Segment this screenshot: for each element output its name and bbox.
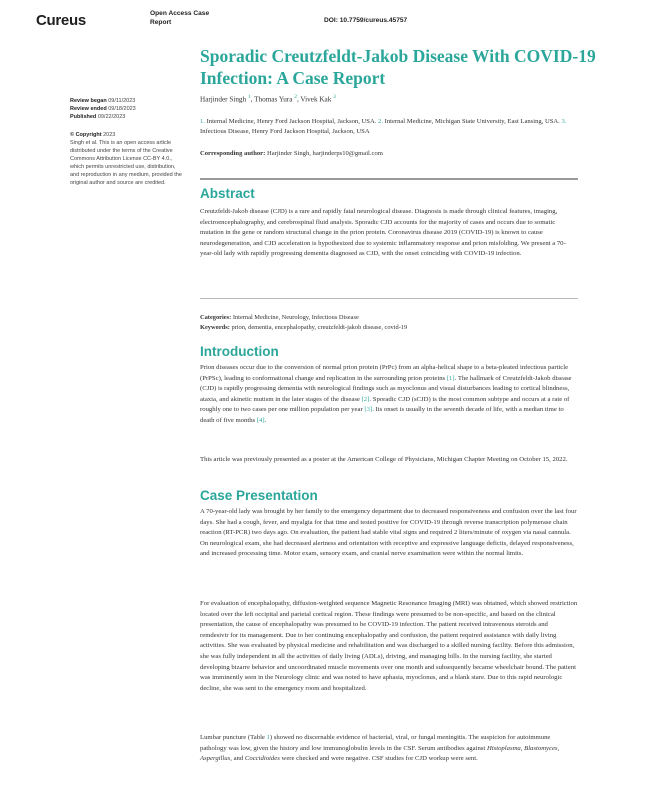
categories-row (200, 313, 578, 323)
citation-link[interactable]: [4] (256, 416, 265, 424)
article-title: Sporadic Creutzfeldt-Jakob Disease With COVID-19 Infection: A Case Report (200, 46, 596, 88)
table-link[interactable]: 1 (266, 734, 270, 741)
journal-logo: Cureus (36, 12, 86, 29)
published-row (70, 113, 186, 121)
keywords-divider (200, 298, 578, 299)
keywords-value: prion, dementia, encephalopathy, creutzfeldt-jakob disease, covid-19 (231, 323, 408, 331)
affiliation-number: 1. (200, 118, 205, 125)
categories-value: Internal Medicine, Neurology, Infectious Disease (232, 314, 359, 321)
case-paragraph: Lumbar puncture (Table 1) showed no discernable evidence of bacterial, viral, or fungal meningitis. The suspicion for autoimmune pathology was low, given the history and low immunoglobulin levels in the CSF. Serum antibodies against Histoplasma, Blastomyces, Aspergillus, and Coccidioides were checked and were negative. CSF studies for CJD workup were sent. (200, 734, 560, 763)
abstract-text: Creutzfeldt-Jakob disease (CJD) is a rare and rapidly fatal neurological disease. Diagnosis is made through clinical features, imaging, electroencephalography, and cerebrospinal fluid analysis. Sporadic CJD accounts for the majority of cases and occurs due to somatic mutation in the gene or random structural change in the prion protein. Coronavirus disease 2019 (COVID-19) is known to cause neurodegeneration, and CJD acceleration is hypothesized due to systemic inflammatory response and prion misfolding. We present a 70-year-old lady with rapidly progressing dementia diagnosed as CJD, with the onset coinciding with COVID-19 infection. (200, 208, 566, 258)
author-name[interactable]: Thomas Yura (254, 95, 293, 104)
corresponding-author (200, 150, 383, 157)
case-presentation-heading: Case Presentation (200, 488, 318, 503)
citation-link[interactable]: [2] (361, 395, 370, 403)
copyright-row (70, 131, 186, 139)
case-paragraph: A 70-year-old lady was brought by her family to the emergency department due to decreased responsiveness and confusion over the last four days. She had a cough, fever, and myalgia for that time and tested positive for COVID-19 through reverse transcription polymerase chain reaction (RT-PCR) two days ago. On evaluation, the patient had stable vital signs and required 2 liters/minute of oxygen via nasal cannula. On neurological exam, she had decreased alertness and orientation with receptive and expressive language deficits, delayed responsiveness, and increased processing time. Motor exam, sensory exam, and cranial nerve examination were within the normal limits. (200, 508, 577, 558)
abstract-heading: Abstract (200, 186, 255, 201)
citation-link[interactable]: [1] (446, 374, 455, 382)
keywords-label: Keywords: (200, 323, 230, 331)
review-ended-label: Review ended (70, 106, 107, 112)
article-type-line1: Open Access Case (150, 10, 210, 17)
author-list: Harjinder Singh $^1$, Thomas Yura $^2$, Vivek Kak $^3$ (200, 94, 336, 104)
keywords-row (200, 323, 578, 333)
author-affiliation-ref: 2 (294, 94, 297, 100)
article-type (150, 9, 270, 27)
article-history-sidebar (70, 97, 186, 187)
article-type-line2: Report (150, 19, 172, 26)
review-began-label: Review began (70, 98, 107, 104)
citation-link[interactable]: [3] (364, 406, 373, 414)
introduction-paragraph: Prion diseases occur due to the conversion of normal prion protein (PrPc) from an alpha-helical shape to a beta-pleated infectious particle (PrPSc), leading to conformational change and replication in the surrounding prion proteins [1]. The hallmark of Creutzfeldt-Jakob disease (CJD) is rapidly progressing dementia with neurological findings such as myoclonus and visual disturbances leading to cortical blindness, ataxia, and akinetic mutism in the later stages of the disease [2]. Sporadic CJD (sCJD) is the most common subtype and occurs at a rate of roughly one to two cases per one million population per year [3]. Its onset is usually in the seventh decade of life, with a median time to death of five months [4]. (200, 364, 572, 424)
affiliation-number: 2. (378, 118, 383, 125)
author-affiliation-ref: 3 (333, 94, 336, 100)
keywords-block (200, 313, 578, 332)
case-paragraph: For evaluation of encephalopathy, diffusion-weighted sequence Magnetic Resonance Imaging (MRI) was obtained, which showed restriction located over the left occipital and parietal cortical region. These findings were presumed to be non-specific, and based on the clinical presentation, the cause of encephalopathy was presumed to be COVID-19 infection. The patient received intravenous steroids and remdesivir for its management. Due to her continuing encephalopathy and confusion, the patient required assistance with daily living activities. She was evaluated by physical medicine and rehabilitation and was discharged to a skilled nursing facility. Before this admission, she was fully independent in all the activities of daily living (ADLs), driving, and managing bills. In the nursing facility, she started developing bizarre behavior and uncoordinated muscle movements over one month and subsequently became wheelchair bound. The patient was imminently seen in the Neurology clinic and was noted to have aphasia, myoclonus, and a blank stare. Due to this rapid neurologic decline, she was sent to the emergency room and hospitalized. (200, 600, 578, 692)
author-name[interactable]: Vivek Kak (300, 95, 332, 104)
categories-label: Categories: (200, 314, 232, 321)
review-ended-row (70, 105, 186, 113)
introduction-note: This article was previously presented as a poster at the American College of Physicians, Michigan Chapter Meeting on October 15, 2022. (200, 456, 568, 463)
section-divider (200, 178, 578, 180)
published-label: Published (70, 114, 97, 120)
review-ended-date: 09/18/2023 (108, 106, 136, 112)
doi[interactable]: DOI: 10.7759/cureus.45757 (324, 17, 408, 24)
copyright-year: 2023 (103, 132, 116, 138)
introduction-heading: Introduction (200, 344, 279, 359)
author-affiliation-ref: 1 (247, 94, 251, 100)
corresponding-author-value[interactable]: Harjinder Singh, harjinderps10@gmail.com (266, 150, 383, 157)
corresponding-author-label: Corresponding author: (200, 150, 266, 157)
review-began-row (70, 97, 186, 105)
affiliation-text: Infectious Disease, Henry Ford Jackson Hospital, Jackson, USA (200, 127, 370, 135)
license-text: Singh et al. This is an open access article distributed under the terms of the Creative Commons Attribution License CC-BY 4.0., which permits unrestricted use, distribution, and reproduction in any medium, provided the original author and source are credited. (70, 140, 182, 186)
affiliations: 1. Internal Medicine, Henry Ford Jackson Hospital, Jackson, USA. 2. Internal Medicine, Michigan State University, East Lansing, USA. 3. Infectious Disease, Henry Ford Jackson Hospital, Jackson, USA (200, 118, 567, 135)
published-date: 09/22/2023 (97, 114, 126, 120)
review-began-date: 09/11/2023 (108, 98, 136, 104)
affiliation-text: Internal Medicine, Henry Ford Jackson Hospital, Jackson, USA (206, 118, 375, 125)
copyright-label: © Copyright (70, 132, 102, 138)
author-name[interactable]: Harjinder Singh (200, 95, 247, 104)
affiliation-number: 3. (561, 118, 567, 125)
affiliation-text: Internal Medicine, Michigan State University, East Lansing, USA (384, 118, 559, 125)
